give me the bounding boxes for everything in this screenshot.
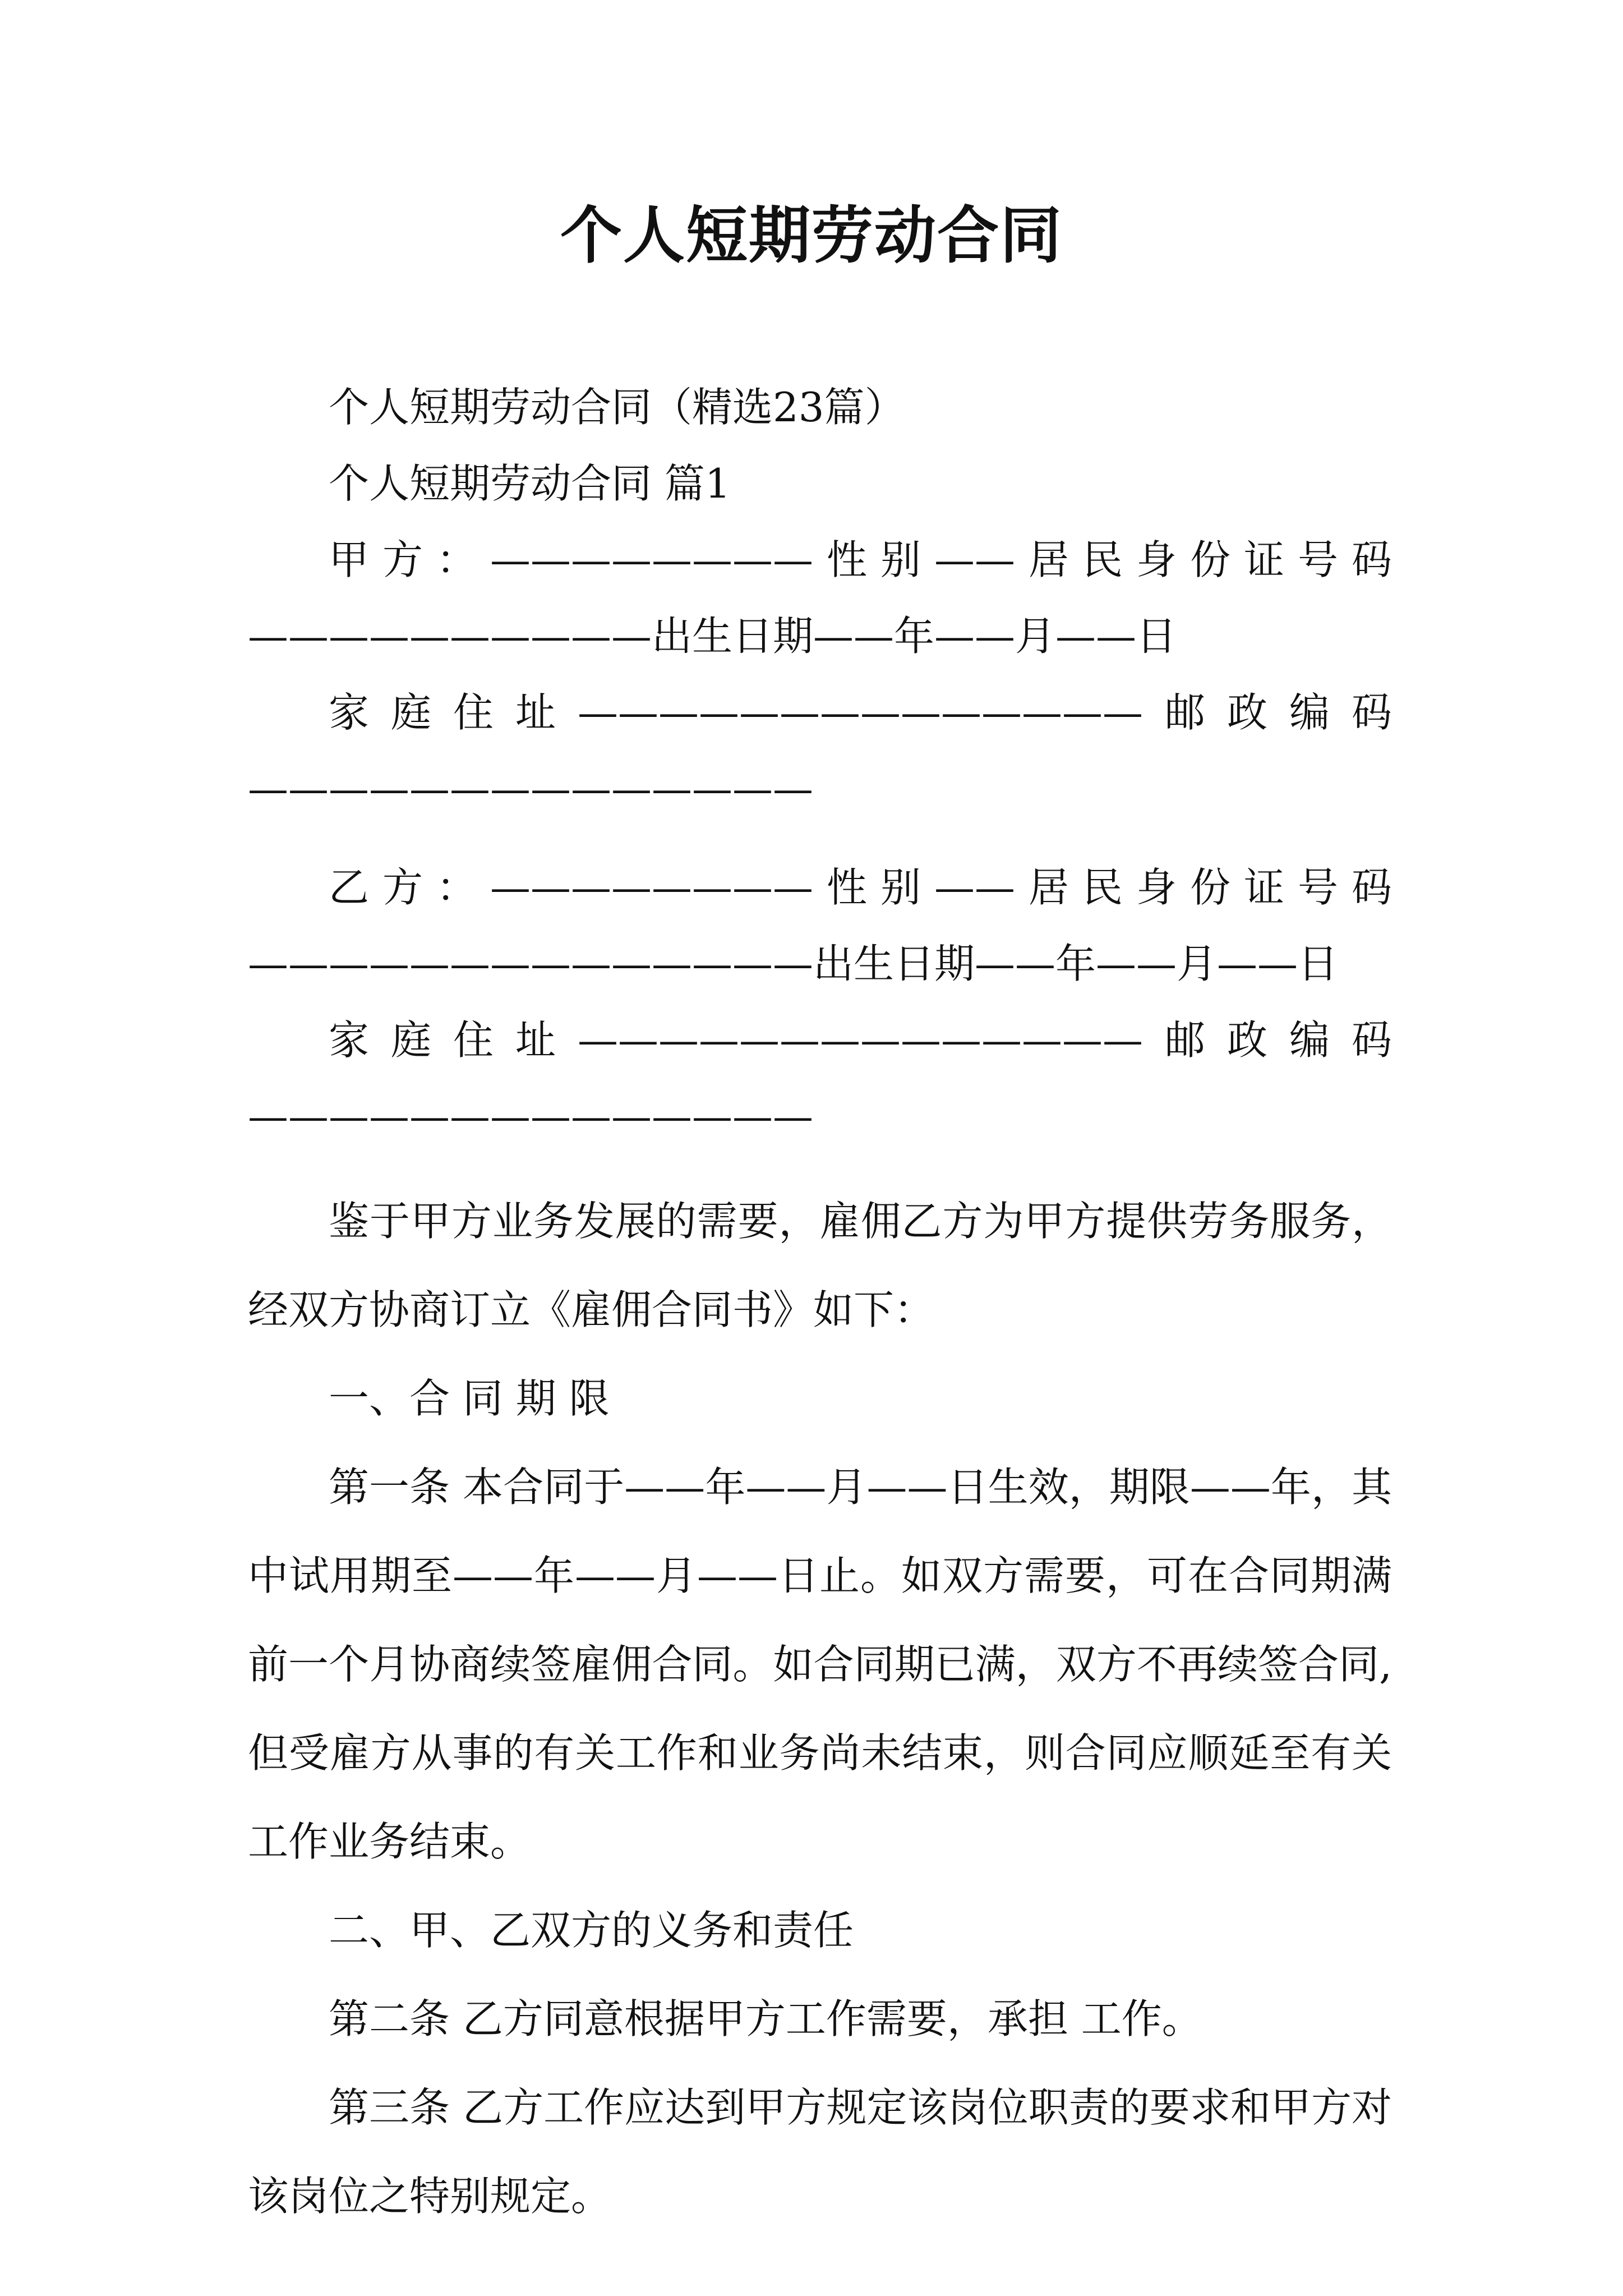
article-3: 第三条 乙方工作应达到甲方规定该岗位职责的要求和甲方对该岗位之特别规定。 [248, 2084, 1392, 2220]
section-heading: 个人短期劳动合同 篇1 [329, 460, 731, 507]
party-b-line-4: —————————————— [248, 1093, 813, 1140]
party-a-line-2: ——————————出生日期——年——月——日 [248, 613, 1177, 660]
party-a-line-4: —————————————— [248, 765, 813, 812]
chapter-heading-1: 一、合 同 期 限 [329, 1375, 610, 1422]
party-a-line-1: 甲方：————————性别——居民身份证号码 [329, 536, 1392, 583]
party-b-line-1: 乙方：————————性别——居民身份证号码 [329, 864, 1392, 911]
subtitle: 个人短期劳动合同（精选23篇） [329, 384, 905, 431]
preamble-paragraph: 鉴于甲方业务发展的需要，雇佣乙方为甲方提供劳务服务，经双方协商订立《雇佣合同书》如下： [248, 1198, 1392, 1333]
party-b-line-3: 家庭住址——————————————邮政编码 [329, 1016, 1392, 1064]
article-2: 第二条 乙方同意根据甲方工作需要，承担 工作。 [329, 1995, 1202, 2042]
document-title: 个人短期劳动合同 [560, 199, 1063, 272]
party-a-line-3: 家庭住址——————————————邮政编码 [329, 689, 1392, 736]
document-body [248, 369, 1392, 2240]
chapter-heading-2: 二、甲、乙双方的义务和责任 [329, 1907, 854, 1954]
article-1: 第一条 本合同于——年——月——日生效，期限——年，其中试用期至——年——月——日止。如双方需要，可在合同期满前一个月协商续签雇佣合同。如合同期已满，双方不再续签合同,但受雇方从事的有关工作和业务尚未结束，则合同应顺延至有关工作业务结束。 [248, 1464, 1392, 1865]
party-b-line-2: ——————————————出生日期——年——月——日 [248, 940, 1339, 987]
